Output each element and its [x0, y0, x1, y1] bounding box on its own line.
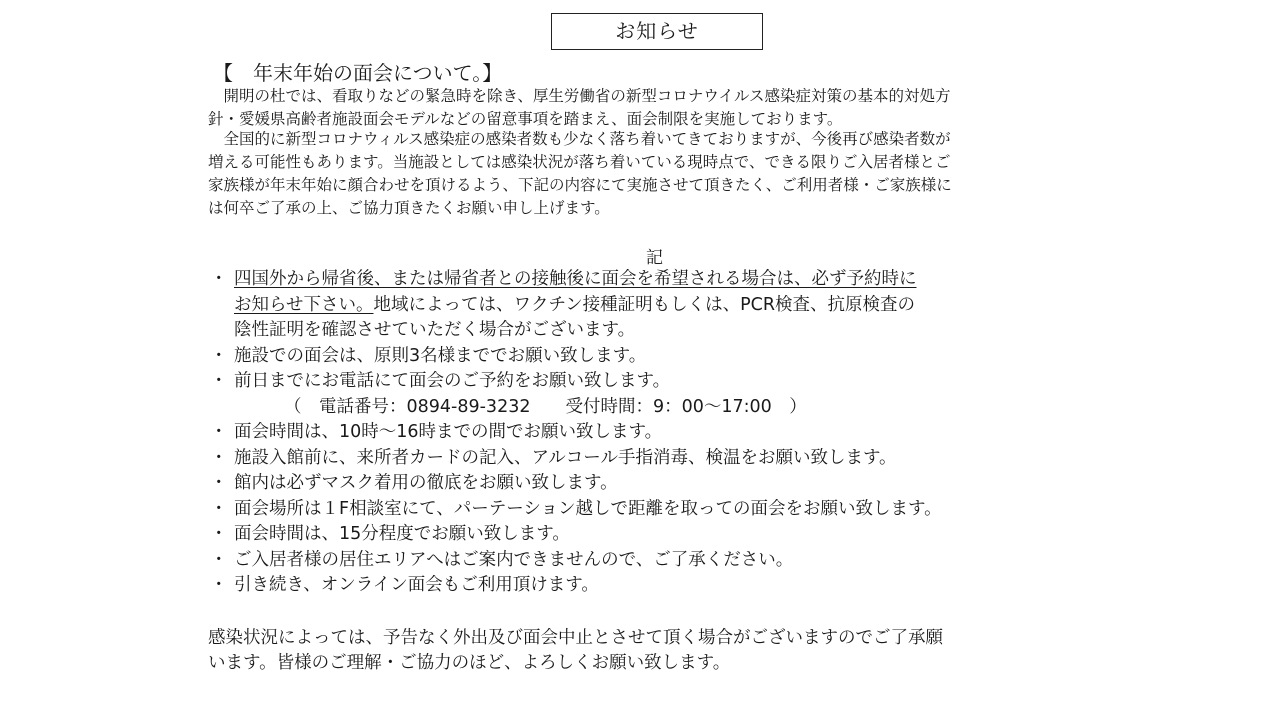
- phone-info: （ 電話番号：0894-89-3232 受付時間：9：00〜17:00 ）: [284, 396, 807, 417]
- list-item: [208, 267, 942, 293]
- bullet: ・: [210, 447, 228, 468]
- bullet: ・: [210, 498, 228, 519]
- ki-marker: 記: [646, 248, 663, 268]
- list-item-text: ご入居者様の居住エリアへはご案内できませんので、ご了承ください。: [234, 549, 794, 570]
- list-item-text: 面会時間は、15分程度でお願い致します。: [234, 524, 570, 544]
- bullet: ・: [210, 524, 228, 544]
- list-item: [208, 497, 942, 523]
- list-item-text: 面会場所は１F相談室にて、パーテーション越しで距離を取っての面会をお願い致します。: [234, 498, 942, 519]
- intro-paragraph-2: [208, 128, 1113, 220]
- list-item: [208, 548, 942, 574]
- closing-paragraph: [208, 626, 943, 676]
- list-item: [208, 420, 942, 446]
- intro-line: 家族様が年末年始に顔合わせを頂けるよう、下記の内容にて実施させて頂きたく、ご利用者様・ご家族様に: [208, 176, 952, 194]
- list-item-text: 面会時間は、10時〜16時までの間でお願い致します。: [234, 422, 663, 442]
- list-item-text: 施設での面会は、原則3名様まででお願い致します。: [234, 345, 647, 366]
- list-item: [208, 522, 942, 548]
- list-item: [208, 471, 942, 497]
- list-item-continuation: [208, 293, 942, 319]
- bullet: ・: [210, 345, 228, 366]
- notice-list: [208, 267, 942, 599]
- list-item-text: 陰性証明を確認させていただく場合がございます。: [234, 320, 636, 340]
- bullet: ・: [210, 575, 228, 595]
- list-item-text: 四国外から帰省後、または帰省者との接触後に面会を希望される場合は、必ず予約時に: [234, 269, 917, 289]
- list-item-continuation: [208, 318, 942, 344]
- intro-line: 全国的に新型コロナウィルス感染症の感染者数も少なく落ち着いてきておりますが、今後再び感染者数が: [208, 130, 951, 148]
- bullet: ・: [210, 549, 228, 570]
- list-item-text: 施設入館前に、来所者カードの記入、アルコール手指消毒、検温をお願い致します。: [234, 447, 897, 468]
- closing-line: 感染状況によっては、予告なく外出及び面会中止とさせて頂く場合がございますのでご了承願: [208, 628, 943, 648]
- list-item-text-underlined: お知らせ下さい。: [234, 294, 374, 315]
- intro-paragraph-1: [208, 85, 1113, 131]
- closing-line: います。皆様のご理解・ご協力のほど、よろしくお願い致します。: [208, 653, 731, 673]
- intro-line: 針・愛媛県高齢者施設面会モデルなどの留意事項を踏まえ、面会制限を実施しております。: [208, 110, 843, 128]
- list-item: [208, 446, 942, 472]
- list-item-text: 館内は必ずマスク着用の徹底をお願い致します。: [234, 473, 618, 493]
- list-item-text: 前日までにお電話にて面会のご予約をお願い致します。: [234, 371, 671, 391]
- list-item: [208, 344, 942, 370]
- bullet: ・: [210, 269, 228, 289]
- list-item-text: 引き続き、オンライン面会もご利用頂けます。: [234, 575, 599, 595]
- intro-line: 開明の杜では、看取りなどの緊急時を除き、厚生労働省の新型コロナウイルス感染症対策の基本的対処方: [208, 87, 951, 105]
- notice-title: お知らせ: [551, 13, 763, 50]
- intro-line: は何卒ご了承の上、ご協力頂きたくお願い申し上げます。: [208, 199, 610, 217]
- list-item-text: 地域によっては、ワクチン接種証明もしくは、PCR検査、抗原検査の: [373, 294, 916, 315]
- page-heading: 【 年末年始の面会について。】: [213, 61, 503, 85]
- list-item: [208, 369, 942, 395]
- bullet: ・: [210, 422, 228, 442]
- bullet: ・: [210, 371, 228, 391]
- intro-line: 増える可能性もあります。当施設としては感染状況が落ち着いている現時点で、できる限りご入居者様とご: [208, 153, 951, 171]
- bullet: ・: [210, 473, 228, 493]
- list-item: [208, 573, 942, 599]
